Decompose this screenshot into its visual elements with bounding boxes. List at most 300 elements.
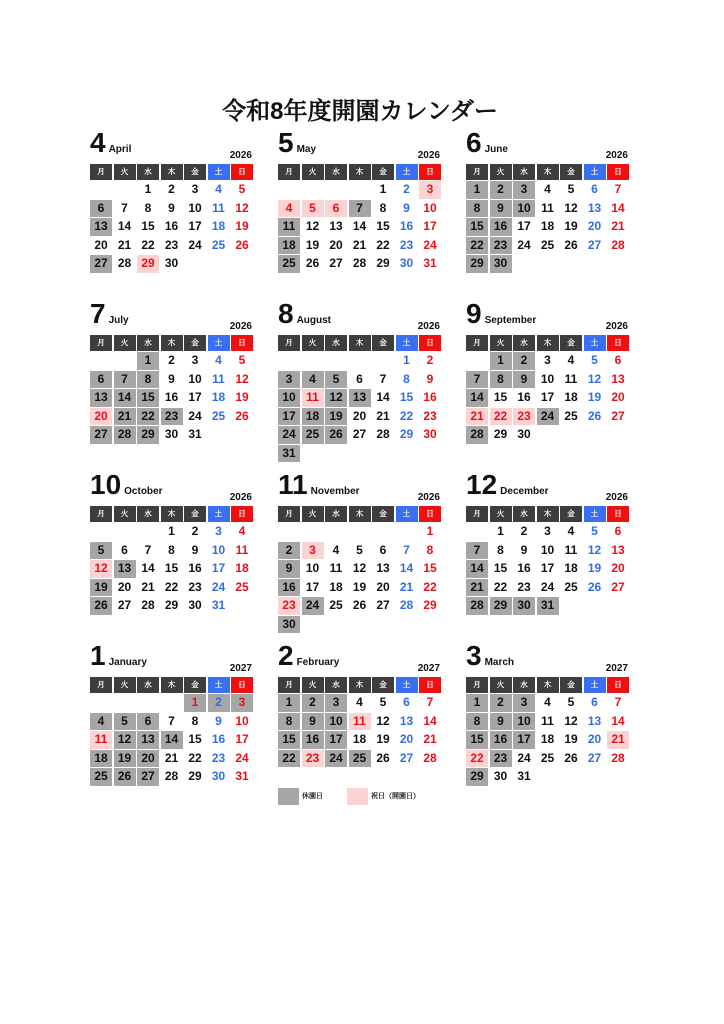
closed-day-cell: 29: [137, 426, 159, 444]
empty-day-cell: [325, 352, 347, 370]
closed-day-cell: 9: [513, 371, 535, 389]
day-cell: 22: [188, 750, 202, 765]
closed-day-cell: 10: [325, 713, 347, 731]
empty-day-cell: [372, 445, 394, 463]
day-cell: 27: [611, 579, 625, 594]
month-block: [466, 298, 629, 475]
day-cell: 31: [517, 769, 531, 783]
day-cell: 20: [587, 219, 602, 233]
day-cell: 29: [188, 769, 202, 783]
empty-day-cell: [231, 255, 253, 273]
holiday-day-cell: 23: [513, 408, 535, 426]
day-cell: 14: [399, 561, 414, 575]
closed-day-cell: 20: [137, 750, 159, 768]
empty-day-cell: [114, 694, 136, 712]
month-number: 5: [278, 127, 294, 158]
day-cell: 23: [211, 750, 226, 765]
month-title: [278, 471, 360, 499]
day-cell: 15: [493, 561, 508, 575]
day-cell: 10: [540, 542, 555, 557]
day-cell: 11: [212, 200, 225, 215]
day-cell: 20: [399, 732, 414, 746]
day-cell: 31: [188, 427, 202, 441]
closed-day-cell: 13: [90, 218, 112, 236]
day-cell: 17: [517, 219, 531, 233]
day-cell: 5: [567, 182, 575, 196]
day-cell: 17: [540, 390, 555, 404]
empty-day-cell: [560, 768, 582, 786]
weekday-header-mon: 月: [278, 677, 300, 693]
weekday-header-mon: 月: [278, 335, 300, 351]
weekday-header-wed: 水: [137, 164, 159, 180]
empty-day-cell: [584, 768, 606, 786]
empty-day-cell: [90, 352, 112, 370]
closed-day-cell: 6: [90, 371, 112, 389]
weekday-header-sun: 日: [419, 677, 441, 693]
day-cell: 10: [423, 200, 437, 215]
day-grid: [466, 352, 629, 444]
day-cell: 22: [164, 579, 179, 594]
day-cell: 2: [168, 182, 175, 196]
weekday-header-sat: 土: [584, 335, 606, 351]
day-cell: 9: [168, 371, 175, 386]
day-cell: 26: [235, 408, 249, 423]
weekday-header-sat: 土: [584, 164, 606, 180]
day-cell: 13: [587, 713, 602, 728]
weekday-header-row: [466, 164, 629, 180]
closed-day-cell: 29: [490, 597, 512, 615]
weekday-header-thu: 木: [349, 164, 371, 180]
legend-item-holiday: [347, 788, 437, 805]
closed-day-cell: 28: [114, 426, 136, 444]
empty-day-cell: [349, 616, 371, 634]
weekday-header-sun: 日: [231, 677, 253, 693]
closed-day-cell: 7: [114, 371, 136, 389]
closed-day-cell: 3: [231, 694, 253, 712]
day-cell: 6: [121, 542, 128, 557]
weekday-header-tue: 火: [302, 677, 324, 693]
day-cell: 20: [376, 579, 390, 594]
day-cell: 7: [379, 371, 387, 386]
weekday-header-row: [278, 335, 441, 351]
holiday-day-cell: 3: [419, 181, 441, 199]
weekday-header-tue: 火: [114, 677, 136, 693]
day-cell: 25: [211, 237, 226, 252]
weekday-header-row: [466, 677, 629, 693]
empty-day-cell: [349, 523, 371, 541]
day-cell: 21: [399, 579, 414, 594]
closed-day-cell: 2: [208, 694, 230, 712]
day-cell: 12: [235, 200, 249, 215]
day-grid: [466, 694, 629, 786]
day-cell: 6: [356, 371, 363, 386]
closed-day-cell: 14: [114, 389, 136, 407]
day-cell: 15: [164, 561, 179, 575]
day-grid: [278, 181, 441, 273]
day-cell: 28: [164, 769, 179, 783]
holiday-day-cell: 29: [137, 255, 159, 273]
day-cell: 20: [611, 561, 625, 575]
day-cell: 11: [212, 371, 225, 386]
day-cell: 26: [564, 237, 578, 252]
closed-day-cell: 16: [302, 731, 324, 749]
weekday-header-row: [278, 506, 441, 522]
weekday-header-tue: 火: [490, 506, 512, 522]
day-cell: 16: [188, 561, 202, 575]
month-number: 4: [90, 127, 106, 158]
month-name: May: [296, 144, 317, 155]
month-title: [466, 129, 508, 157]
day-cell: 3: [544, 353, 551, 367]
day-cell: 4: [215, 182, 222, 196]
day-cell: 28: [399, 598, 414, 612]
month-title: [90, 642, 147, 670]
month-block: [278, 469, 441, 646]
holiday-swatch: [347, 788, 368, 805]
empty-day-cell: [372, 616, 394, 634]
closed-day-cell: 24: [325, 750, 347, 768]
closed-day-cell: 7: [349, 200, 371, 218]
empty-day-cell: [325, 523, 347, 541]
closed-day-cell: 5: [325, 371, 347, 389]
day-cell: 17: [423, 219, 437, 233]
empty-day-cell: [584, 255, 606, 273]
day-cell: 19: [235, 219, 249, 233]
month-block: [466, 640, 629, 817]
empty-day-cell: [396, 616, 418, 634]
empty-day-cell: [302, 616, 324, 634]
month-title: [278, 642, 339, 670]
closed-day-cell: 25: [302, 426, 324, 444]
month-number: 9: [466, 298, 482, 329]
weekday-header-mon: 月: [278, 164, 300, 180]
weekday-header-wed: 水: [513, 677, 535, 693]
closed-day-cell: 3: [513, 181, 535, 199]
legend: [278, 788, 437, 805]
holiday-day-cell: 22: [490, 408, 512, 426]
day-cell: 7: [614, 182, 622, 196]
weekday-header-thu: 木: [537, 677, 559, 693]
weekday-header-fri: 金: [560, 164, 582, 180]
empty-day-cell: [114, 181, 136, 199]
closed-day-cell: 5: [114, 713, 136, 731]
day-cell: 16: [164, 390, 179, 404]
day-grid: [90, 352, 253, 444]
month-block: [90, 640, 253, 817]
month-name: September: [484, 315, 537, 326]
empty-day-cell: [302, 352, 324, 370]
weekday-header-fri: 金: [560, 677, 582, 693]
weekday-header-sun: 日: [607, 164, 629, 180]
closed-day-cell: 26: [325, 426, 347, 444]
day-cell: 17: [188, 390, 202, 404]
empty-day-cell: [607, 426, 629, 444]
weekday-header-sun: 日: [607, 677, 629, 693]
day-cell: 4: [238, 524, 246, 538]
weekday-header-sun: 日: [231, 164, 253, 180]
day-cell: 23: [188, 579, 202, 594]
weekday-header-tue: 火: [114, 335, 136, 351]
weekday-header-thu: 木: [161, 164, 183, 180]
closed-day-cell: 18: [278, 237, 300, 255]
weekday-header-row: [466, 506, 629, 522]
empty-day-cell: [560, 255, 582, 273]
day-cell: 20: [587, 732, 602, 746]
month-name: July: [108, 315, 129, 326]
empty-day-cell: [349, 181, 371, 199]
day-cell: 15: [376, 219, 390, 233]
day-cell: 18: [211, 390, 226, 404]
day-cell: 17: [305, 579, 320, 594]
year-label: 2027: [417, 663, 440, 674]
day-cell: 4: [544, 182, 551, 196]
day-cell: 17: [540, 561, 555, 575]
empty-day-cell: [208, 426, 230, 444]
empty-day-cell: [325, 181, 347, 199]
day-cell: 8: [168, 542, 175, 557]
day-cell: 18: [235, 561, 249, 575]
day-grid: [466, 181, 629, 273]
weekday-header-mon: 月: [466, 677, 488, 693]
closed-day-cell: 24: [302, 597, 324, 615]
day-cell: 10: [305, 561, 320, 575]
closed-day-cell: 21: [114, 408, 136, 426]
closed-day-cell: 10: [513, 713, 535, 731]
day-cell: 11: [541, 200, 554, 215]
day-cell: 29: [423, 598, 437, 612]
closed-day-cell: 9: [490, 713, 512, 731]
closed-day-cell: 9: [302, 713, 324, 731]
closed-day-cell: 14: [466, 389, 488, 407]
day-cell: 9: [403, 200, 410, 215]
empty-day-cell: [419, 445, 441, 463]
month-name: February: [296, 657, 340, 668]
weekday-header-mon: 月: [278, 506, 300, 522]
day-cell: 22: [141, 237, 155, 252]
closed-day-cell: 1: [490, 352, 512, 370]
day-cell: 18: [564, 561, 578, 575]
weekday-header-mon: 月: [90, 677, 112, 693]
day-cell: 30: [423, 427, 437, 441]
day-cell: 28: [423, 750, 437, 765]
day-cell: 7: [144, 542, 152, 557]
weekday-header-wed: 水: [137, 335, 159, 351]
day-cell: 5: [591, 524, 598, 538]
day-cell: 13: [587, 200, 602, 215]
day-cell: 19: [352, 579, 367, 594]
day-grid: [466, 523, 629, 615]
month-name: December: [500, 486, 549, 497]
weekday-header-tue: 火: [490, 677, 512, 693]
day-cell: 18: [540, 219, 555, 233]
month-title: [90, 471, 163, 499]
day-cell: 25: [540, 750, 555, 765]
closed-day-cell: 27: [137, 768, 159, 786]
day-grid: [278, 352, 441, 462]
day-cell: 8: [191, 713, 199, 728]
year-label: 2026: [605, 150, 628, 161]
closed-day-cell: 9: [278, 560, 300, 578]
year-label: 2026: [605, 492, 628, 503]
closed-day-cell: 23: [161, 408, 183, 426]
holiday-day-cell: 4: [278, 200, 300, 218]
weekday-header-fri: 金: [560, 335, 582, 351]
closed-day-cell: 31: [278, 445, 300, 463]
empty-day-cell: [90, 694, 112, 712]
month-name: October: [124, 486, 163, 497]
closed-day-cell: 8: [466, 713, 488, 731]
closed-day-cell: 22: [278, 750, 300, 768]
day-cell: 9: [191, 542, 199, 557]
holiday-day-cell: 5: [302, 200, 324, 218]
weekday-header-fri: 金: [372, 335, 394, 351]
holiday-day-cell: 21: [607, 731, 629, 749]
day-cell: 4: [567, 524, 575, 538]
day-cell: 26: [235, 237, 249, 252]
weekday-header-sun: 日: [231, 506, 253, 522]
month-title: [90, 300, 129, 328]
closed-day-swatch: [278, 788, 299, 805]
weekday-header-sat: 土: [584, 677, 606, 693]
closed-day-cell: 29: [466, 768, 488, 786]
day-cell: 3: [215, 524, 222, 538]
closed-day-cell: 1: [184, 694, 206, 712]
closed-day-cell: 12: [325, 389, 347, 407]
holiday-day-cell: 3: [302, 542, 324, 560]
weekday-header-tue: 火: [302, 335, 324, 351]
weekday-header-sat: 土: [208, 335, 230, 351]
weekday-header-fri: 金: [372, 506, 394, 522]
day-cell: 21: [376, 408, 390, 423]
weekday-header-sat: 土: [396, 335, 418, 351]
day-cell: 13: [329, 219, 343, 233]
day-cell: 2: [426, 353, 434, 367]
closed-day-cell: 8: [278, 713, 300, 731]
day-cell: 1: [168, 524, 175, 538]
holiday-day-cell: 11: [302, 389, 324, 407]
day-cell: 6: [614, 524, 622, 538]
closed-day-cell: 24: [278, 426, 300, 444]
day-cell: 8: [426, 542, 434, 557]
day-cell: 28: [611, 237, 625, 252]
year-label: 2027: [605, 663, 628, 674]
closed-day-cell: 19: [114, 750, 136, 768]
day-cell: 14: [611, 713, 625, 728]
day-cell: 18: [540, 732, 555, 746]
closed-day-cell: 17: [513, 731, 535, 749]
closed-day-cell: 6: [90, 200, 112, 218]
closed-day-cell: 25: [349, 750, 371, 768]
day-cell: 18: [352, 732, 367, 746]
weekday-header-wed: 水: [513, 506, 535, 522]
closed-day-cell: 1: [137, 352, 159, 370]
weekday-header-thu: 木: [161, 335, 183, 351]
empty-day-cell: [325, 616, 347, 634]
weekday-header-tue: 火: [114, 164, 136, 180]
day-grid: [90, 523, 253, 615]
day-cell: 14: [376, 390, 390, 404]
weekday-header-mon: 月: [466, 506, 488, 522]
day-cell: 27: [587, 750, 602, 765]
holiday-day-cell: 23: [278, 597, 300, 615]
day-cell: 12: [587, 371, 602, 386]
year-label: 2027: [229, 663, 252, 674]
empty-day-cell: [278, 181, 300, 199]
empty-day-cell: [607, 255, 629, 273]
closed-day-cell: 22: [137, 408, 159, 426]
calendar-grid: [90, 127, 629, 817]
day-cell: 3: [191, 353, 199, 367]
day-cell: 10: [235, 713, 249, 728]
empty-day-cell: [90, 181, 112, 199]
day-cell: 26: [352, 598, 367, 612]
day-cell: 13: [399, 713, 414, 728]
closed-day-cell: 10: [513, 200, 535, 218]
closed-day-cell: 16: [278, 579, 300, 597]
year-label: 2026: [229, 492, 252, 503]
empty-day-cell: [349, 445, 371, 463]
day-cell: 4: [332, 542, 340, 557]
empty-day-cell: [396, 445, 418, 463]
day-cell: 12: [564, 200, 578, 215]
weekday-header-sun: 日: [231, 335, 253, 351]
weekday-header-sat: 土: [396, 506, 418, 522]
day-cell: 2: [403, 182, 410, 196]
weekday-header-wed: 水: [325, 506, 347, 522]
month-title: [278, 300, 331, 328]
day-cell: 12: [564, 713, 578, 728]
weekday-header-tue: 火: [302, 164, 324, 180]
day-cell: 10: [188, 371, 202, 386]
month-title: [278, 129, 316, 157]
weekday-header-tue: 火: [302, 506, 324, 522]
weekday-header-sat: 土: [208, 677, 230, 693]
closed-day-cell: 28: [466, 597, 488, 615]
closed-day-cell: 15: [466, 218, 488, 236]
day-cell: 28: [141, 598, 155, 612]
day-cell: 21: [141, 579, 155, 594]
day-cell: 13: [611, 542, 625, 557]
day-cell: 20: [611, 390, 625, 404]
day-cell: 6: [591, 182, 598, 196]
weekday-header-mon: 月: [466, 164, 488, 180]
day-cell: 16: [423, 390, 437, 404]
closed-day-cell: 19: [90, 579, 112, 597]
day-cell: 18: [329, 579, 343, 594]
year-label: 2026: [229, 321, 252, 332]
month-block: [466, 127, 629, 304]
day-cell: 12: [235, 371, 249, 386]
closed-day-cell: 30: [513, 597, 535, 615]
day-cell: 24: [423, 237, 437, 252]
year-label: 2026: [417, 492, 440, 503]
empty-day-cell: [513, 255, 535, 273]
weekday-header-thu: 木: [537, 335, 559, 351]
month-number: 10: [90, 469, 122, 500]
day-cell: 24: [517, 237, 531, 252]
day-cell: 5: [379, 695, 387, 709]
closed-day-cell: 2: [302, 694, 324, 712]
day-cell: 31: [235, 769, 249, 783]
month-name: January: [108, 657, 147, 668]
empty-day-cell: [419, 616, 441, 634]
weekday-header-wed: 水: [137, 677, 159, 693]
day-cell: 22: [399, 408, 414, 423]
holiday-day-cell: 20: [90, 408, 112, 426]
closed-day-cell: 26: [90, 597, 112, 615]
day-cell: 19: [587, 561, 602, 575]
day-cell: 4: [215, 353, 222, 367]
